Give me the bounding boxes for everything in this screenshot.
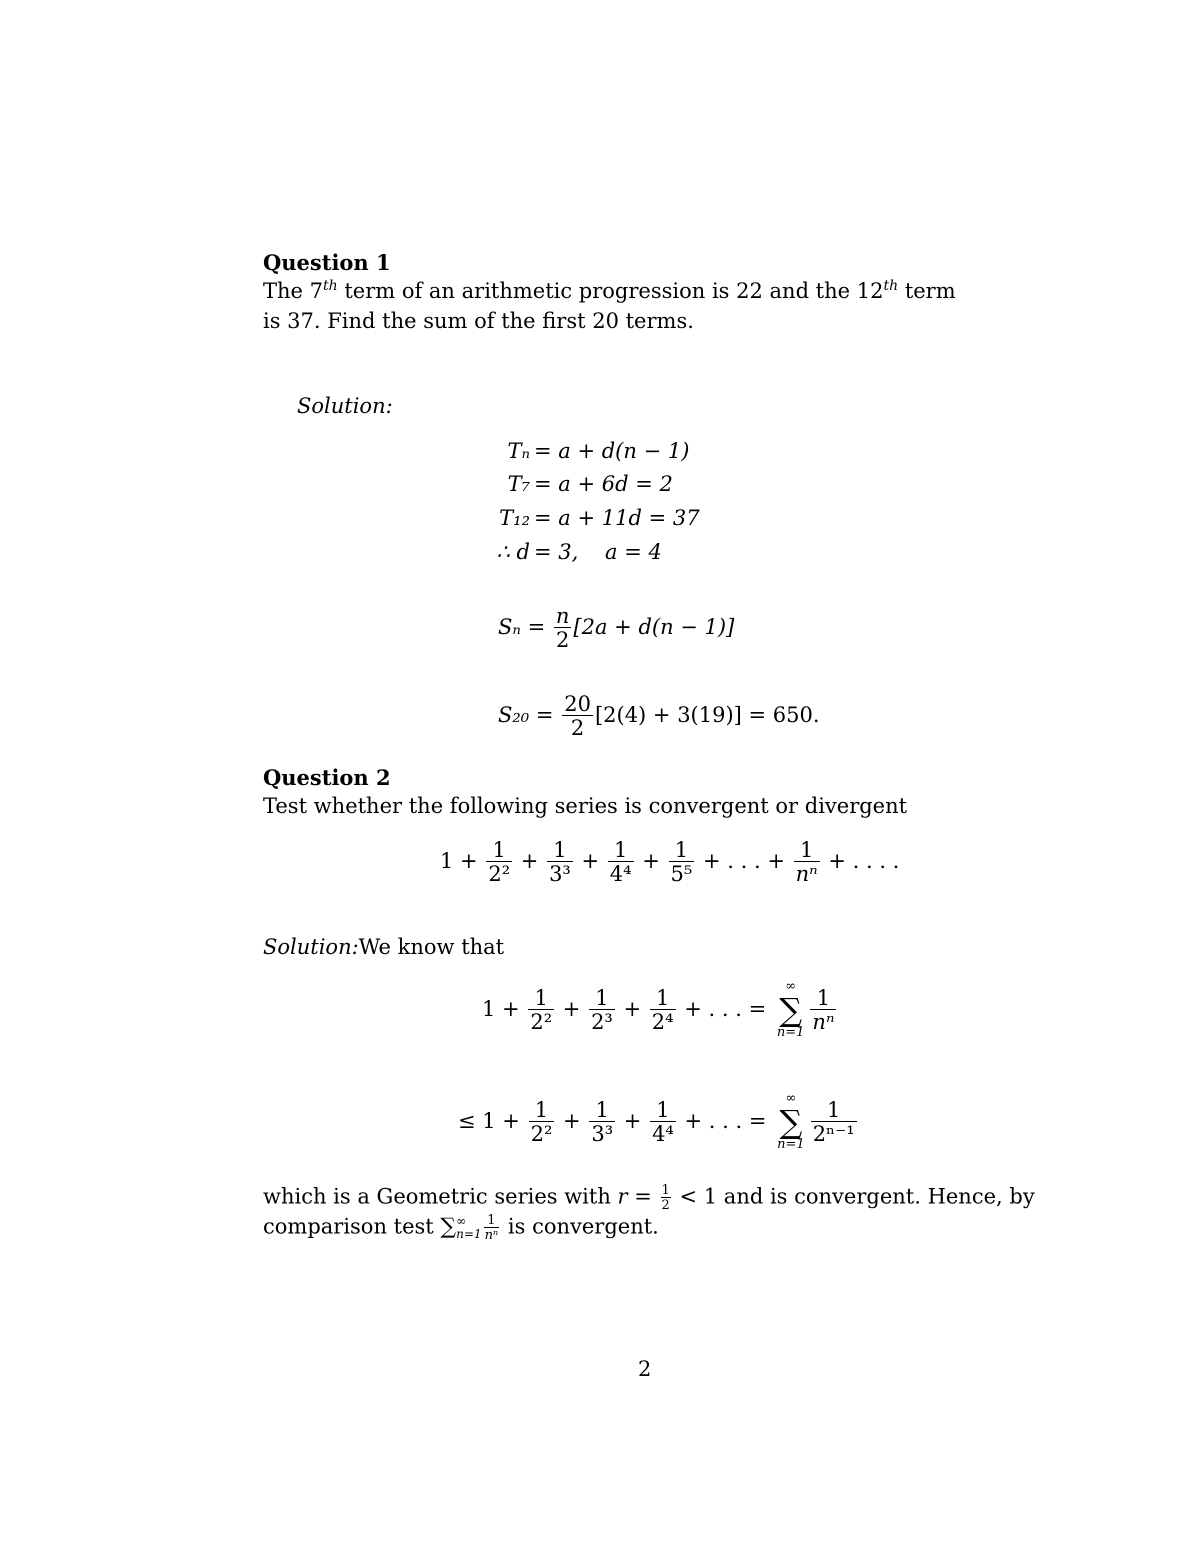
term-den: 2² <box>530 1121 553 1146</box>
ratio-symbol: r <box>617 1184 628 1209</box>
sn-lhs: Sₙ <box>498 615 521 639</box>
page-number: 2 <box>638 1357 652 1381</box>
term-den: nⁿ <box>795 862 818 886</box>
q1-sup-2: th <box>883 278 899 294</box>
series-tail: + . . . . <box>828 849 900 873</box>
series-term <box>608 840 634 885</box>
conclusion1-text-b: < 1 and is convergent. Hence, by <box>672 1184 1035 1209</box>
sigma-icon: ∑ <box>779 991 803 1030</box>
ineq1-lead: 1 + <box>482 996 520 1021</box>
sn-numerator: n <box>555 604 570 628</box>
ratio-fraction <box>661 1184 671 1212</box>
sum-upper: ∞ <box>785 1091 797 1106</box>
inline-frac-num: 1 <box>487 1213 496 1228</box>
term-num: 1 <box>595 1097 609 1122</box>
question-2-heading: Question 2 <box>263 765 391 790</box>
conclusion-line-1 <box>263 1184 1035 1212</box>
term-den: 3³ <box>591 1121 614 1146</box>
term-num: 1 <box>826 1097 841 1122</box>
ineq1-term <box>589 985 615 1034</box>
s20-fraction <box>562 694 593 739</box>
question-1-line-2: is 37. Find the sum of the first 20 terms. <box>263 309 694 333</box>
conclusion2-text-a: comparison test <box>263 1214 441 1239</box>
eq-lhs: Tₙ <box>507 439 530 463</box>
inline-sum-lower: n=1 <box>456 1227 482 1241</box>
term-num: 1 <box>534 985 548 1010</box>
ineq2-lead: ≤ 1 + <box>458 1108 520 1133</box>
ineq2-term <box>589 1097 615 1146</box>
series-dots: + . . . + <box>703 849 785 873</box>
q1-sup-1: th <box>323 278 338 294</box>
inline-sum-limits <box>456 1215 481 1241</box>
term-num: 1 <box>816 985 831 1010</box>
conclusion-line-2 <box>263 1214 659 1242</box>
ineq1-term <box>650 985 676 1034</box>
sigma-icon: ∑ <box>779 1103 803 1142</box>
sn-denominator: 2 <box>554 627 572 651</box>
eq-lhs: T₇ <box>507 472 530 496</box>
eq-rhs: = a + d(n − 1) <box>534 439 690 463</box>
inline-frac-den: nⁿ <box>484 1228 499 1243</box>
eq-rhs: = a + 6d = 2 <box>534 472 673 496</box>
inequality-1: 1 + $\frac{1}{\text{2²}}$ + $\frac{1}{\text{2³}}$ + $\frac{1}{\text{2⁴}}$ + . . . = ∞ ∑ n=1 $\frac{1}{\text{nⁿ}}$ <box>482 979 835 1041</box>
inequality-2: ≤ 1 + $\frac{1}{\text{2²}}$ + $\frac{1}{\text{3³}}$ + $\frac{1}{\text{4⁴}}$ + . . . = ∞ ∑ n=1 $\frac{1}{\text{2ⁿ⁻¹}}$ <box>458 1091 855 1153</box>
q1-text-c: term <box>898 279 956 303</box>
term-num: 1 <box>534 1097 549 1122</box>
equation-s20 <box>498 694 820 739</box>
s20-rest: [2(4) + 3(19)] = 650. <box>594 703 820 727</box>
eq-rhs: = a + 11d = 37 <box>534 506 700 530</box>
term-den: nⁿ <box>812 1009 835 1034</box>
s20-numerator: 20 <box>564 692 591 716</box>
ineq1-term <box>528 985 554 1034</box>
q2-solution-line <box>263 937 504 958</box>
term-num: 1 <box>656 1097 670 1122</box>
sum-upper: ∞ <box>785 979 797 994</box>
term-den: 2ⁿ⁻¹ <box>812 1121 855 1146</box>
term-num: 1 <box>656 985 670 1010</box>
conclusion1-text-a: which is a Geometric series with <box>263 1184 618 1209</box>
series-term <box>486 840 512 885</box>
series-last-term <box>794 840 820 885</box>
term-num: 1 <box>595 985 609 1010</box>
inline-fraction <box>484 1214 500 1242</box>
ratio-den: 2 <box>661 1198 670 1213</box>
term-den: 3³ <box>549 862 571 886</box>
sum-lower: n=1 <box>777 1137 805 1153</box>
question-1-heading: Question 1 <box>263 250 391 275</box>
series-term <box>547 840 573 885</box>
q1-solution-label: Solution: <box>297 394 393 418</box>
q1-text-a: The 7 <box>263 279 323 303</box>
ineq1-sum-fraction <box>810 985 836 1034</box>
q1-text-b: term of an arithmetic progression is 22 and the 12 <box>337 279 884 303</box>
eq-lhs: T₁₂ <box>499 506 530 530</box>
s20-lhs: S₂₀ <box>498 703 530 727</box>
series-term <box>669 840 695 885</box>
question-1-line-1 <box>263 278 956 303</box>
summation-symbol <box>777 980 805 1041</box>
s20-equals: = <box>535 703 554 727</box>
equation-sn <box>498 606 734 651</box>
summation-symbol <box>777 1092 805 1153</box>
q2-solution-label: Solution: <box>263 935 359 959</box>
q2-solution-text: We know that <box>358 935 505 959</box>
term-num: 1 <box>492 838 506 862</box>
series-lead: 1 + <box>440 849 478 873</box>
conclusion2-text-b: is convergent. <box>501 1214 659 1239</box>
eq-lhs: ∴ d <box>496 540 530 564</box>
eq-rhs: = 3, a = 4 <box>534 540 662 564</box>
question-2-prompt: Test whether the following series is convergent or divergent <box>263 794 908 818</box>
term-den: 4⁴ <box>609 862 632 886</box>
sn-fraction <box>554 606 572 651</box>
inline-sum-upper: ∞ <box>456 1213 467 1228</box>
ineq2-term <box>650 1097 676 1146</box>
term-den: 2² <box>488 862 511 886</box>
term-num: 1 <box>553 838 567 862</box>
term-num: 1 <box>674 838 689 862</box>
term-num: 1 <box>614 838 628 862</box>
conclusion1-equals: = <box>627 1184 659 1209</box>
sn-equals: = <box>527 615 546 639</box>
term-den: 4⁴ <box>652 1121 674 1146</box>
s20-denominator: 2 <box>562 715 593 739</box>
ratio-num: 1 <box>661 1183 670 1198</box>
term-den: 5⁵ <box>670 862 693 886</box>
ineq1-dots: + . . . = <box>684 996 767 1021</box>
sum-lower: n=1 <box>776 1025 805 1041</box>
ineq2-dots: + . . . = <box>684 1108 767 1133</box>
ineq2-sum-fraction <box>811 1097 857 1146</box>
term-den: 2⁴ <box>651 1009 674 1034</box>
term-den: 2² <box>530 1009 553 1034</box>
ineq2-term <box>529 1097 555 1146</box>
sn-rest: [2a + d(n − 1)] <box>573 615 735 639</box>
term-den: 2³ <box>591 1009 613 1034</box>
term-num: 1 <box>799 838 814 862</box>
series-expression: 1 + $\frac{1}{\text{2²}}$ + $\frac{1}{\text{3³}}$ + $\frac{1}{\text{4⁴}}$ + $\frac{1}{\text{5⁵}}$ + . . . + $\frac{1}{\text{nⁿ}}$ + . . . . <box>440 838 900 886</box>
inline-sigma-icon: ∑ <box>440 1214 457 1240</box>
